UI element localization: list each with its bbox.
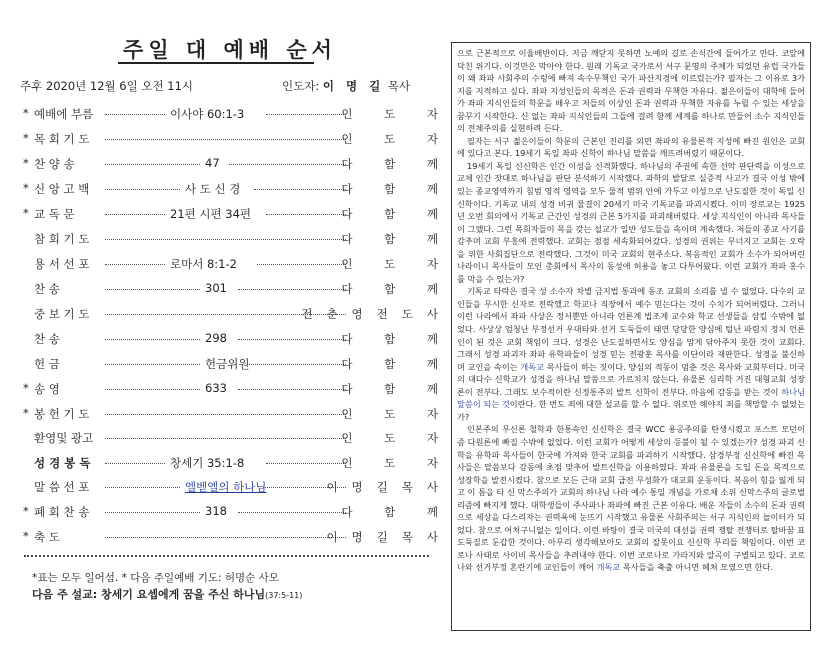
leader-dots [254,189,346,190]
order-item-content: 47 [205,156,220,170]
order-row [20,306,452,322]
leader-dots [238,389,346,390]
order-item-content: 헌금위원 [205,357,250,371]
article-paragraph: 으로 근본적으로 이율배반이다. 지금 깨닫지 못하면 노예의 길로 손식간에 들어가고 만다. 코앞에 닥친 위기다. 이것만은 막아야 한다. 원래 기독교 국가로서 서구 문명의 주체가 되었던 유럽 국가들이 왜 좌파 사회주의 수렁에 빠져 속수무책인 국가 파산지경에 이르렀는가? 필자는 그 이유로 3가지를 지적하고 싶다. 좌파 지성인들의 목적은 돈과 권력과 무책한 자유다. 젊은이들이 대학에 들어가 좌파 지식인들의 학문을 배우고 저들의 이상인 돈과 권력과 무책한 자유를 누릴 수 있는 세상을 꿈꾸기 시작한다. 신 없는 좌파 지식인들의 그들에 걸려 함께 세계를 하나로 만들어 소수 지식인들의 전체주의를 실현하려 든다. [457,48,805,134]
order-item-responsible: 다 함 께 [341,182,452,196]
order-item-responsible: 다 함 께 [341,157,452,171]
order-item-content: 21편 시편 34편 [170,207,252,221]
service-date: 주후 2020년 12월 6일 오전 11시 [20,79,193,93]
order-row [20,504,452,520]
order-row [20,455,452,471]
article-box [451,42,811,631]
order-row [20,131,452,147]
order-item-name: 찬 송 [34,332,60,346]
order-row [20,156,452,172]
leader-dots [105,139,346,140]
leader-dots [266,214,346,215]
article-paragraph: 19세기 독일 신신학은 인간 이성을 신격화했다. 하나님의 주권에 속한 선악 판단력을 이성으로 교체 인간 잣대로 하나님을 판단 분석하기 시작했다. 과학의 발달로 실증적 사고가 결국 이성 밖에 있는 종교영역까지 침범 영적 영역을 모두 물적 범위 안에 가두고 이성으로 난도질한 것이 독일 신신학이다. 기독교 내의 성경 비귀 물결이 20세기 미국 기독교를 파괴시켰다. 이미 장로교는 1925년 오번 회의에서 기독교 근간인 성경의 근본 5가지를 파괴해버렸다. 세상 지식인이 아니라 목사들이 그랬다. 그런 목회자들이 목을 갖는 설교가 일반 성도들을 속이며 계속했다. 저들의 종교 사기를 감추며 교회 부흥에 전력했다. 교회는 점점 세속화되어갔다. 성경의 권위는 무너지고 교회는 오락을 위한 사회집단으로 전락했다. 그것이 미국 교회의 현주소다. 복음적인 교회가 소수가 되어버린 나라이니 목사들이 모인 총회에서 목사의 동성애 허용을 놓고 다투어왔다. 이런 교회가 좌파 홍수를 막을 수 있는가? [457,160,805,284]
order-row [20,381,452,397]
highlight-text: 개독교 [520,361,545,372]
order-row [20,181,452,197]
order-item-name: 용 서 선 포 [34,257,90,271]
standing-mark: * [23,206,29,220]
order-item-name: 송 영 [34,382,60,396]
article-paragraph: 인본주의 무신론 철학과 한통속인 신신학은 결국 WCC 용공주의를 탄생시켰고 포스트 모던이즘 다원론에 빠질 수밖에 없었다. 이런 교회가 어떻게 세상의 등불이 될 수 있겠는가? 성경 파괴 신학을 유학파 목사들이 한국에 가져와 한국 교회를 파괴하기 시작했다. 삼경부정 신신학에 빠진 목사들은 말씀보다 감동에 초점 맞추어 발트신학을 이용하였다. 좌파 유물론을 도입 돈을 목적으로 성장학을 발전시켰다. 참으로 모든 근대 교회 급전 무성화가 대교회 운동이다. 복음이 힘을 잃게 되고 이 틈을 타 신 막스주의가 교회의 하나님 나라 예수 통일 개념을 가로채 소위 신막스주의 글로벌리즘에 빠지게 했다. 대학생들이 주사파나 좌파에 빠진 근본 이유다. 배운 자들이 소수의 돈과 권력으로 세상을 다스리자는 권력욕에 눈뜨기 시작했고 유물론 사회주의는 서구 지식인의 놀이터가 되었다. 참으로 어처구니없는 일이다. 이런 바탕이 결국 미국의 대선을 권력 쟁탈 전쟁터로 탈바꿈 표 도둑질로 둔갑한 것이다. 아무리 생각해보아도 교회의 잘못이요 신신학 무리들 책임이다. 이번 코로나 사태로 사이비 목사들을 추려내야 한다. 이번 코로나로 가라지와 알곡이 구별되고 있다. 코로나와 선거부정 혼란기에 교인들이 깨어 개독교 목사들을 축출 아니면 헤쳐 모였으면 한다. [457,424,805,573]
order-item-responsible: 다 함 께 [341,207,452,221]
leader-dots [229,164,346,165]
order-row [20,281,452,297]
leader-dots [105,414,346,415]
footnote-standing: *표는 모두 일어섬. * 다음 주일예배 기도: 허명순 사모 [32,572,279,584]
order-item-name: 찬 송 [34,282,60,296]
article-paragraph: 필자는 서구 젊은이들이 학문의 근본인 진리를 외면 좌파의 유물론적 지성에 빠진 원인은 교회에 있다고 본다. 19세기 독일 좌파 신학이 하나님 말씀을 깨뜨려버렸기 때문이다. [457,135,805,159]
order-item-name: 예배에 부름 [34,107,94,121]
leader-dots [105,389,200,390]
order-row [20,106,452,122]
order-item-name: 말 씀 선 포 [34,480,90,494]
standing-mark: * [23,131,29,145]
standing-mark: * [23,529,29,543]
leader-dots [266,463,346,464]
order-row [20,231,452,247]
divider [24,555,429,557]
leader-dots [105,239,346,240]
service-leader [282,78,410,94]
order-item-content: 318 [205,504,227,518]
order-item-content: 이사야 60:1-3 [170,107,245,121]
order-item-responsible: 인 도 자 [341,431,452,445]
worship-order-panel [20,30,452,630]
leader-dots [105,114,165,115]
order-item-responsible: 전춘영전도사 [301,307,452,321]
standing-mark: * [23,381,29,395]
order-item-content: 창세기 35:1-8 [170,456,245,470]
leader-dots [105,164,200,165]
order-item-responsible: 인 도 자 [341,132,452,146]
standing-mark: * [23,106,29,120]
order-item-name: 목 회 기 도 [34,132,90,146]
standing-mark: * [23,156,29,170]
order-item-name: 환영및 광고 [34,431,94,445]
page-title: 주일 대 예배 순서 [123,37,337,62]
leader-dots [238,512,346,513]
order-row [20,529,452,545]
order-item-name: 봉 헌 기 도 [34,407,90,421]
order-item-name: 성 경 봉 독 [34,456,91,470]
order-item-responsible: 다 함 께 [341,505,452,519]
order-item-responsible: 이명길목사 [326,530,452,544]
order-item-content: 298 [205,331,227,345]
leader-dots [105,339,200,340]
highlight-text: 개독교 [596,562,621,573]
next-sermon-note [32,586,302,602]
leader-dots [105,289,200,290]
order-item-content: 633 [205,381,227,395]
leader-dots [105,438,346,439]
order-item-content[interactable]: 엘벧엘의 하나님 [185,480,267,494]
order-item-responsible: 다 함 께 [341,232,452,246]
order-row [20,430,452,446]
order-item-responsible: 인 도 자 [341,257,452,271]
order-item-name: 중 보 기 도 [34,307,90,321]
order-item-responsible: 인 도 자 [341,107,452,121]
order-row [20,256,452,272]
leader-dots [247,364,346,365]
order-row [20,406,452,422]
order-item-content: 로마서 8:1-2 [170,257,237,271]
leader-dots [105,463,165,464]
order-item-responsible: 다 함 께 [341,357,452,371]
standing-mark: * [23,504,29,518]
standing-mark: * [23,181,29,195]
leader-dots [105,512,200,513]
leader-dots [257,264,346,265]
order-row [20,206,452,222]
order-item-name: 찬 양 송 [34,157,75,171]
order-item-responsible: 다 함 께 [341,282,452,296]
order-item-name: 헌 금 [34,357,60,371]
leader-dots [105,537,346,538]
leader-dots [105,214,165,215]
leader-dots [105,264,165,265]
next-sermon-ref: (37:5-11) [265,591,303,600]
order-row [20,479,452,495]
leader-dots [105,487,180,488]
leader-dots [105,189,180,190]
article-paragraph: 기독교 타락은 결국 성 소수자 차별 금지법 통과에 동조 교회의 소리를 낼 수 없었다. 다수의 교인들을 무시한 신자로 전락했고 학교나 직장에서 예수 믿는다는 것이 수치가 되어버렸다. 그러니 이런 나라에서 좌파 사상은 정서뿐만 아니라 언론계 법조계 교수와 학교 선생들을 삼킬 수밖에 없었다. 사상상 엄청난 부정선거 우대타와 선거 도둑들이 태연 당당한 양심에 털난 파렴치 정치 언론인이 된 것은 교회 책임이 크다. 성경은 난도질하면서도 양심을 맘게 닦아주지 못한 것이 교회다. 그래서 성경 파괴자 좌파 유학파들이 성경 믿는 전광훈 목사를 이단이라 재판한다. 성경을 불신하며 교인을 속이는 개독교 목사들이 하는 짓이다. 양심의 적동이 멈춘 것은 목사와 교회부터다. 미국의 대다수 신학교가 성경을 하나님 말씀으로 가르치지 않는다. 유물론 심리학 거진 대형교회 성장론이 전부다. 그래도 보수적이란 신정통주의 발트 신학이 전부다. 마음에 감동을 받는 것이 하나님 말씀이 되는 것이란다. 한 번도 죄에 대한 설교를 할 수 없다. 위로만 해야지 죄를 책망할 수 없었는가? [457,286,806,422]
order-row [20,356,452,372]
leader-dots [105,364,200,365]
order-item-responsible: 다 함 께 [341,332,452,346]
order-item-name: 축 도 [34,530,60,544]
order-item-name: 폐 회 찬 송 [34,505,90,519]
order-item-name: 신 앙 고 백 [34,182,90,196]
leader-dots [238,289,346,290]
order-item-name: 교 독 문 [34,207,75,221]
leader-dots [238,339,346,340]
order-item-content: 301 [205,281,227,295]
highlight-text: 하나님 말씀이 되는 것 [457,386,805,410]
leader-label: 인도자: [282,79,320,93]
leader-dots [266,114,346,115]
order-item-responsible: 인 도 자 [341,456,452,470]
order-item-responsible: 이명길목사 [326,480,452,494]
order-item-name: 참 회 기 도 [34,232,90,246]
next-sermon-text: 다음 주 설교: 창세기 요셉에게 꿈을 주신 하나님 [32,588,266,601]
title-underline [118,62,314,64]
leader-name: 이 명 길 [322,79,385,93]
order-item-responsible: 다 함 께 [341,382,452,396]
order-row [20,331,452,347]
standing-mark: * [23,406,29,420]
order-item-content: 사 도 신 경 [185,182,241,196]
leader-suffix: 목사 [387,79,411,93]
order-item-responsible: 인 도 자 [341,407,452,421]
